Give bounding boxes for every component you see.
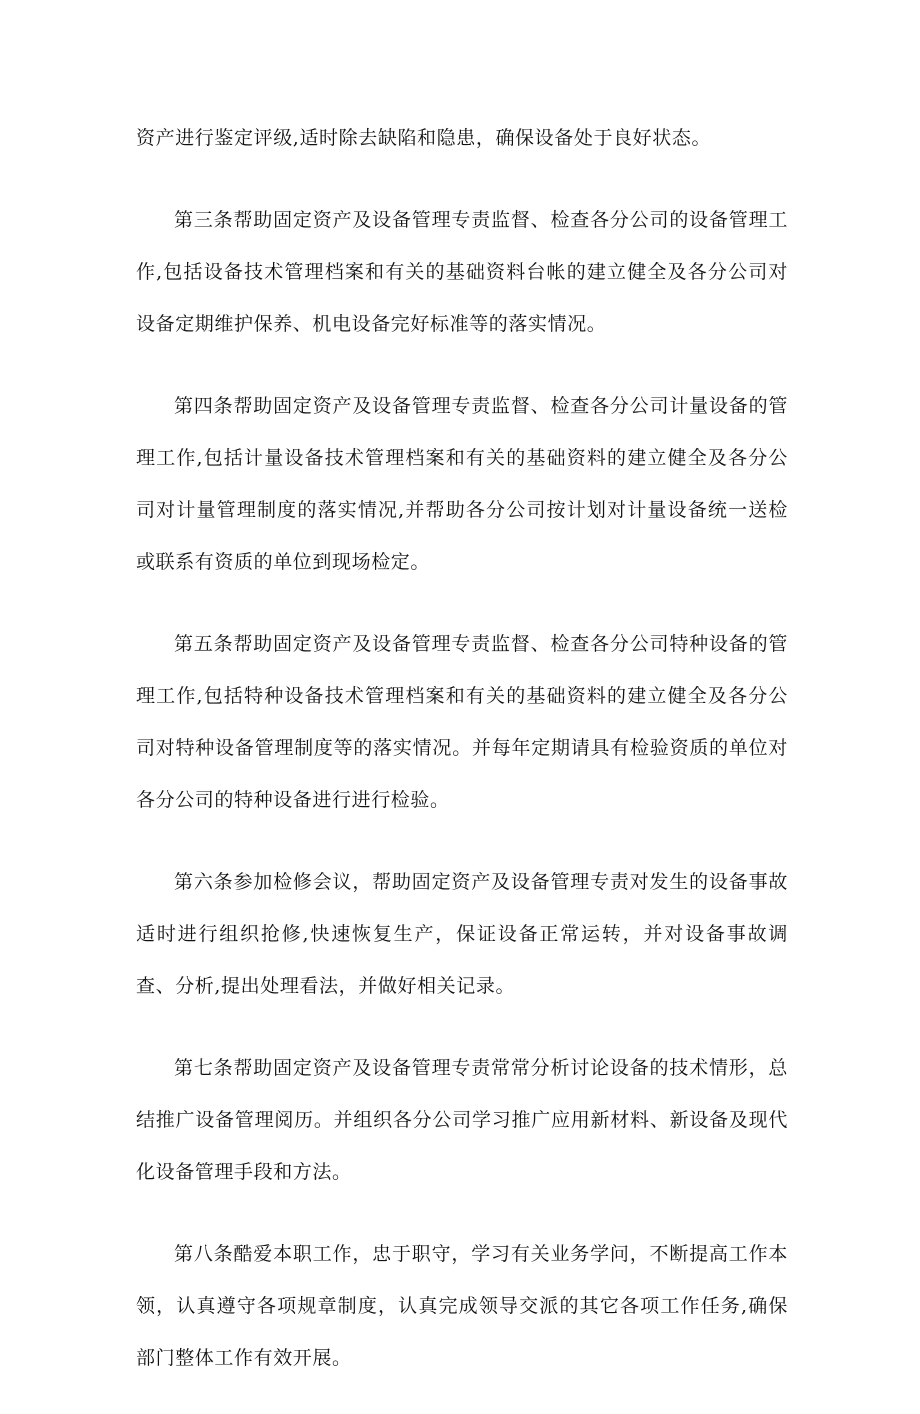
paragraph-article-8: 第八条酷爱本职工作，忠于职守，学习有关业务学问，不断提高工作本领，认真遵守各项规章制度，认真完成领导交派的其它各项工作任务,确保部门整体工作有效开展。 [136,1243,788,1369]
paragraph-article-5: 第五条帮助固定资产及设备管理专责监督、检查各分公司特种设备的管理工作,包括特种设备技术管理档案和有关的基础资料的建立健全及各分公司对特种设备管理制度等的落实情况。并每年定期请具有检验资质的单位对各分公司的特种设备进行进行检验。 [136,633,788,811]
document-body [136,112,788,1414]
paragraph-article-7: 第七条帮助固定资产及设备管理专责常常分析讨论设备的技术情形，总结推广设备管理阅历。并组织各分公司学习推广应用新材料、新设备及现代化设备管理手段和方法。 [136,1057,788,1183]
paragraph-article-3: 第三条帮助固定资产及设备管理专责监督、检查各分公司的设备管理工作,包括设备技术管理档案和有关的基础资料台帐的建立健全及各分公司对设备定期维护保养、机电设备完好标准等的落实情况。 [136,209,788,335]
paragraph-article-6: 第六条参加检修会议，帮助固定资产及设备管理专责对发生的设备事故适时进行组织抢修,快速恢复生产，保证设备正常运转，并对设备事故调查、分析,提出处理看法，并做好相关记录。 [136,871,788,997]
paragraph-continuation: 资产进行鉴定评级,适时除去缺陷和隐患，确保设备处于良好状态。 [136,127,712,149]
paragraph-article-4: 第四条帮助固定资产及设备管理专责监督、检查各分公司计量设备的管理工作,包括计量设备技术管理档案和有关的基础资料的建立健全及各分公司对计量管理制度的落实情况,并帮助各分公司按计划对计量设备统一送检或联系有资质的单位到现场检定。 [136,395,788,573]
